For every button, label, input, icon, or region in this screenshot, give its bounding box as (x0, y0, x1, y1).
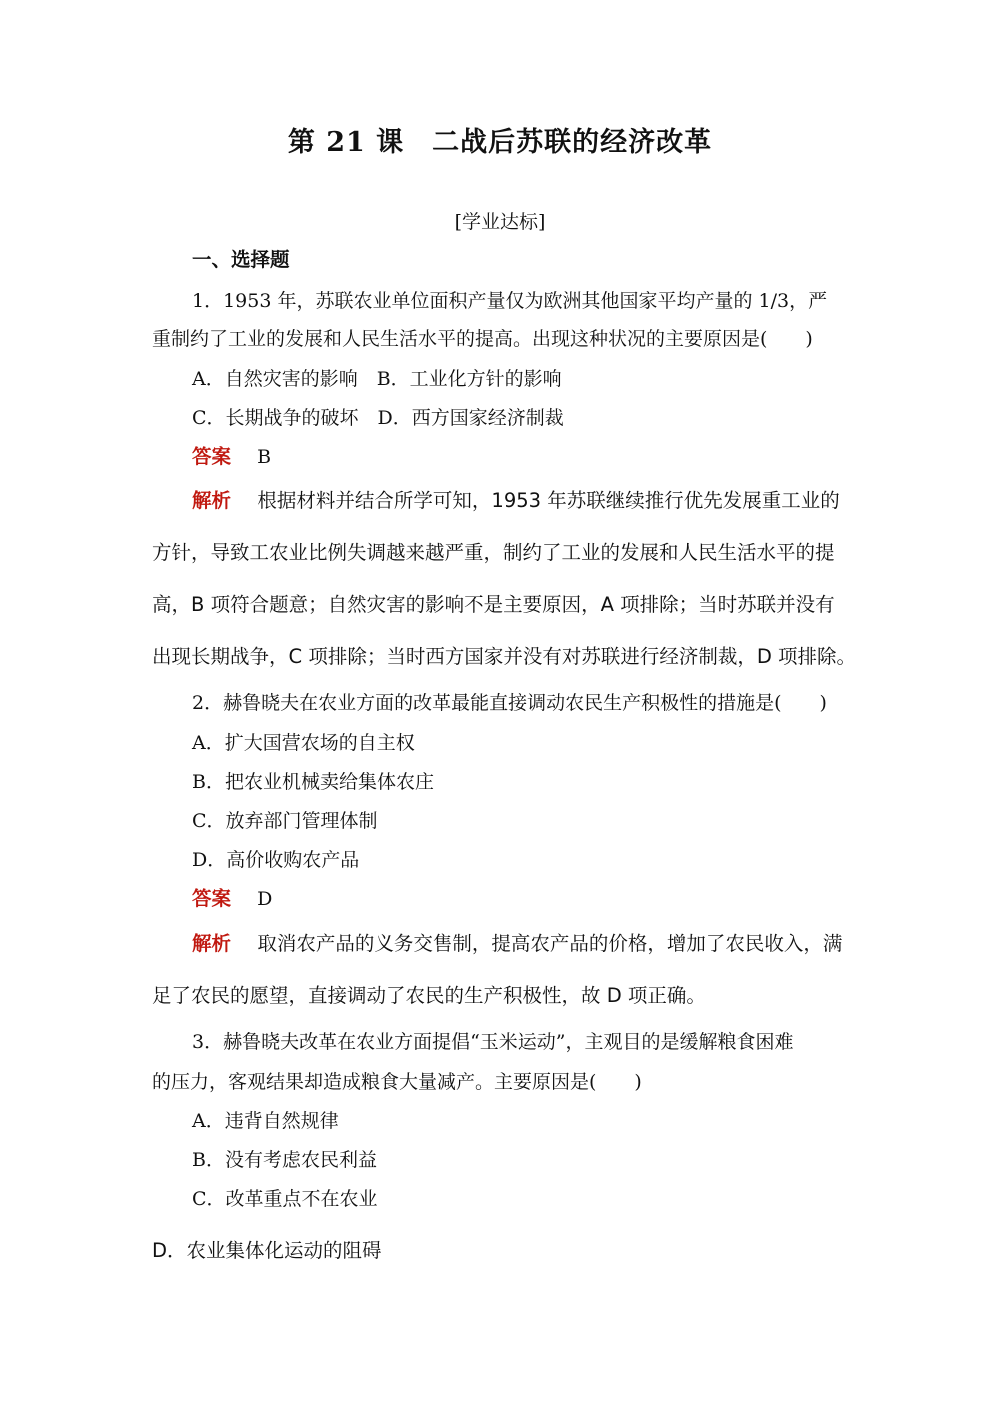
section-tag: [学业达标] (454, 211, 546, 233)
q1-analysis-line2: 方针，导致工农业比例失调越来越严重，制约了工业的发展和人民生活水平的提 (152, 541, 835, 564)
analysis-text: 根据材料并结合所学可知，1953 年苏联继续推行优先发展重工业的 (257, 489, 840, 512)
q3-stem-line1: 3．赫鲁晓夫改革在农业方面提倡“玉米运动”，主观目的是缓解粮食困难 (192, 1031, 794, 1053)
q3-stem-line2: 的压力，客观结果却造成粮食大量减产。主要原因是( ) (152, 1071, 642, 1093)
q2-option-b: B．把农业机械卖给集体农庄 (192, 771, 434, 793)
q2-option-c: C．放弃部门管理体制 (192, 810, 378, 832)
lesson-title: 第 21 课 二战后苏联的经济改革 (287, 127, 713, 158)
q1-analysis-line3: 高，B 项符合题意；自然灾害的影响不是主要原因，A 项排除；当时苏联并没有 (152, 593, 835, 616)
q2-stem: 2．赫鲁晓夫在农业方面的改革最能直接调动农民生产积极性的措施是( ) (192, 692, 827, 714)
q2-option-a: A．扩大国营农场的自主权 (192, 732, 415, 754)
q2-analysis-line2: 足了农民的愿望，直接调动了农民的生产积极性，故 D 项正确。 (152, 984, 706, 1007)
analysis-label: 解析 (192, 489, 232, 512)
q1-stem-line2: 重制约了工业的发展和人民生活水平的提高。出现这种状况的主要原因是( ) (152, 328, 813, 350)
q1-analysis-line1 (192, 488, 840, 514)
q3-option-a: A．违背自然规律 (192, 1110, 339, 1132)
q1-answer (192, 444, 271, 470)
answer-label: 答案 (192, 887, 232, 910)
answer-value: B (257, 446, 272, 468)
q3-option-c: C．改革重点不在农业 (192, 1188, 378, 1210)
q2-answer (192, 886, 272, 912)
q3-option-b: B．没有考虑农民利益 (192, 1149, 377, 1171)
q3-option-d: D．农业集体化运动的阻碍 (152, 1239, 382, 1262)
answer-label: 答案 (192, 445, 232, 468)
analysis-text: 取消农产品的义务交售制，提高农产品的价格，增加了农民收入，满 (257, 932, 843, 955)
answer-value: D (257, 888, 273, 910)
q2-analysis-line1 (192, 931, 842, 957)
part-heading: 一、选择题 (192, 248, 290, 271)
q1-stem-line1: 1．1953 年，苏联农业单位面积产量仅为欧洲其他国家平均产量的 1/3，严 (192, 290, 828, 312)
q1-options-cd: C．长期战争的破坏 D．西方国家经济制裁 (192, 407, 564, 429)
q2-option-d: D．高价收购农产品 (192, 849, 360, 871)
analysis-label: 解析 (192, 932, 232, 955)
q1-options-ab: A．自然灾害的影响 B．工业化方针的影响 (192, 368, 562, 390)
q1-analysis-line4: 出现长期战争，C 项排除；当时西方国家并没有对苏联进行经济制裁，D 项排除。 (152, 645, 857, 668)
